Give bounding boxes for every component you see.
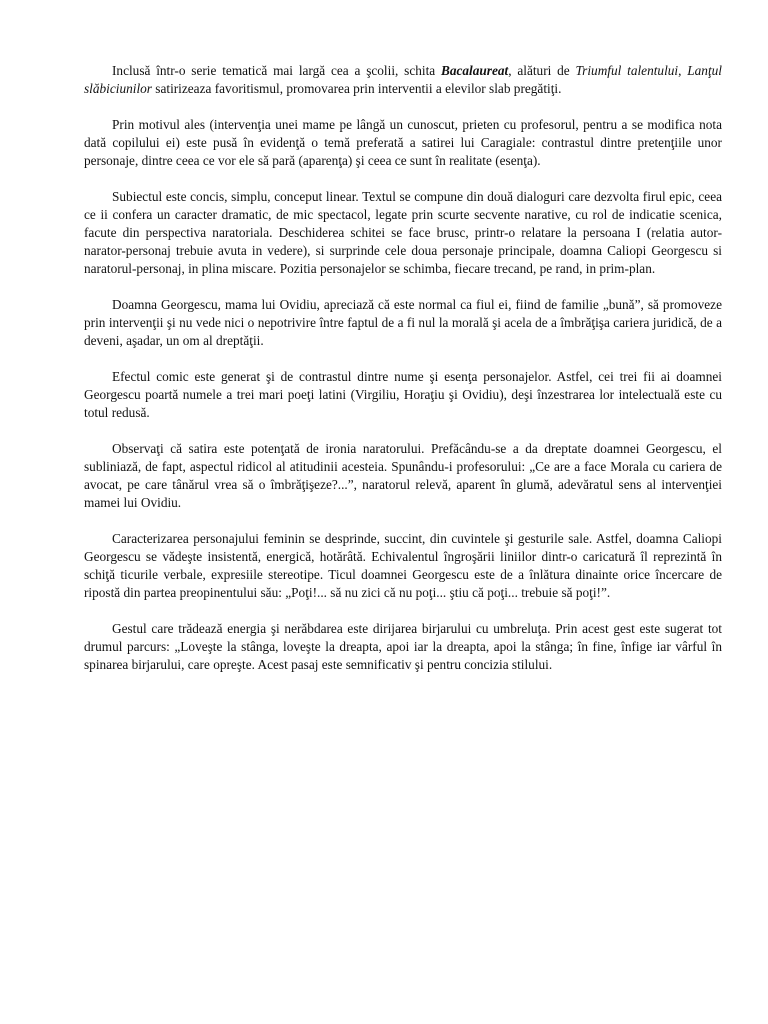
paragraph-6: Observaţi că satira este potenţată de ironia naratorului. Prefăcându-se a da dreptate doamnei Georgescu, el subliniază, de fapt, aspectul ridicol al atitudinii acesteia. Spunându-i profesorului: „Ce are a face Morala cu cariera de avocat, pe care tânărul vrea să o îmbrăţişeze?...”, naratorul relevă, aparent în glumă, adevăratul sens al intervenţiei mamei lui Ovidiu. [84, 441, 722, 510]
paragraph-4: Doamna Georgescu, mama lui Ovidiu, apreciază că este normal ca fiul ei, fiind de familie „bună”, să promoveze prin intervenţii şi nu vede nici o nepotrivire între faptul de a fi nul la morală şi acela de a îmbrăţişa cariera juridică, de a deveni, aşadar, un om al dreptăţii. [84, 297, 722, 348]
paragraph-1-text-d: satirizeaza favoritismul, promovarea prin interventii a elevilor slab pregătiţi. [151, 81, 562, 96]
work-title-bacalaureat: Bacalaureat [440, 63, 509, 78]
work-title-triumful-talentului: Triumful talentului [575, 63, 679, 78]
paragraph-5: Efectul comic este generat şi de contrastul dintre nume şi esenţa personajelor. Astfel, cei trei fii ai doamnei Georgescu poartă numele a trei mari poeţi latini (Virgiliu, Horaţiu şi Ovidiu), deşi înzestrarea lor intelectuală este cu totul redusă. [84, 369, 722, 420]
paragraph-1-text-a: Inclusă într-o serie tematică mai largă cea a şcolii, schita [112, 63, 441, 78]
paragraph-7: Caracterizarea personajului feminin se desprinde, succint, din cuvintele şi gesturile sale. Astfel, doamna Caliopi Georgescu se vădeşte insistentă, energică, hotărâtă. Echivalentul îngroşării liniilor dintr-o caricatură îl reprezintă în schiţă ticurile verbale, expresiile stereotipe. Ticul doamnei Georgescu este de a înlătura dinainte orice încercare de ripostă din partea preopinentului său: „Poţi!... să nu zici că nu poţi... ştiu că poţi... trebuie să poţi!”. [84, 531, 722, 600]
work-title-lantul-slabiciunilor: Lanţul slăbiciunilor [84, 63, 722, 96]
document-body [84, 62, 722, 692]
paragraph-2: Prin motivul ales (intervenţia unei mame pe lângă un cunoscut, prieten cu profesorul, pentru a se modifica nota dată copilului ei) este pusă în evidenţă o temă preferată a satirei lui Caragiale: contrastul dintre pretenţiile unor personaje, dintre ceea ce vor ele să pară (aparenţa) şi ceea ce sunt în realitate (esenţa). [84, 117, 722, 168]
paragraph-8: Gestul care trădează energia şi nerăbdarea este dirijarea birjarului cu umbreluţa. Prin acest gest este sugerat tot drumul parcurs: „Loveşte la stânga, loveşte la dreapta, apoi iar la dreapta, apoi la stânga; în fine, înfige iar vârful în spinarea birjarului, care opreşte. Acest pasaj este semnificativ şi pentru concizia stilului. [84, 621, 722, 672]
paragraph-1 [84, 62, 722, 98]
paragraph-1-text-c: , [678, 63, 688, 78]
paragraph-3: Subiectul este concis, simplu, conceput linear. Textul se compune din două dialoguri care dezvolta firul epic, ceea ce ii confera un caracter dramatic, de mic spectacol, legate prin scurte secvente narative, cu rol de indicatie scenica, facute din perspectiva naratoriala. Deschiderea schitei se face brusc, printr-o relatare la persoana I (relatia autor-narator-personaj trebuie avuta in vedere), si surprinde cele doua personaje principale, doamna Caliopi Georgescu si naratorul-personaj, in plina miscare. Pozitia personajelor se schimba, fiecare trecand, pe rand, in prim-plan. [84, 189, 722, 276]
paragraph-1-text-b: , alături de [508, 63, 576, 78]
